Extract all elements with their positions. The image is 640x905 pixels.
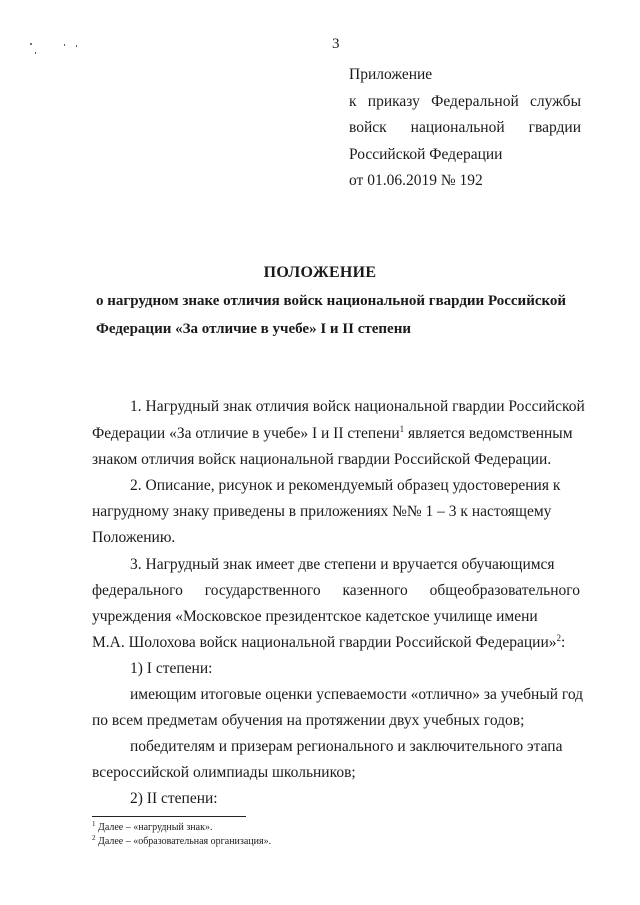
word: национальной [410,119,505,136]
word: к [349,92,357,110]
list-item-1-b: победителям и призерам регионального и заключительного этапа [130,738,563,755]
list-item-1-a: по всем предметам обучения на протяжении двух учебных годов; [92,712,525,729]
word: войск [349,119,387,136]
paragraph-2-line: Положению. [92,529,176,546]
word: казенного [342,582,408,599]
paragraph-1-line [92,425,573,443]
paragraph-3-line-justified [92,582,580,600]
footnote-text: Далее – «нагрудный знак». [95,822,213,833]
document-title: ПОЛОЖЕНИЕ [263,264,377,281]
word: службы [530,92,581,110]
appendix-block [349,62,581,195]
footnote-ref: 2 [556,633,562,643]
word: приказу [367,92,420,110]
word: гвардии [528,119,581,136]
scan-speck [76,45,77,47]
scan-speck [35,52,36,54]
footnote-text: Далее – «образовательная организация». [95,836,272,847]
text: Федерации «За отличие в учебе» I и II степени [92,425,400,442]
scan-speck [64,44,65,46]
paragraph-3-line [92,634,565,652]
subtitle-line: Федерации «За отличие в учебе» I и II степени [96,321,411,337]
appendix-line: Приложение [349,66,433,83]
footnote-mark: 2 [92,834,96,842]
list-item-2: 2) II степени: [130,790,218,807]
page-number: 3 [332,36,340,52]
footnote-divider [92,816,246,817]
scan-speck [30,43,32,45]
word: Федеральной [431,92,519,110]
paragraph-2-line: нагрудному знаку приведены в приложениях №№ 1 – 3 к настоящему [92,503,552,520]
footnote-1 [92,822,212,833]
subtitle-line: о нагрудном знаке отличия войск национальной гвардии Российской [96,293,567,309]
list-item-1: 1) I степени: [130,660,213,677]
footnote-mark: 1 [92,820,96,828]
text: : [561,634,566,651]
paragraph-1-line: 1. Нагрудный знак отличия войск национальной гвардии Российской [130,398,585,415]
word: федерального [92,582,183,599]
word: государственного [204,582,321,599]
paragraph-3-line: учреждения «Московское президентское кадетское училище имени [92,608,538,625]
appendix-line-justified [349,115,581,142]
paragraph-3-line: 3. Нагрудный знак имеет две степени и вручается обучающимся [130,556,555,573]
footnote-2 [92,836,271,847]
paragraph-1-line: знаком отличия войск национальной гвардии Российской Федерации. [92,451,552,468]
text: является ведомственным [404,425,573,442]
appendix-line: от 01.06.2019 № 192 [349,172,483,189]
list-item-1-a: имеющим итоговые оценки успеваемости «отлично» за учебный год [130,686,584,703]
appendix-line: Российской Федерации [349,145,503,163]
text: М.А. Шолохова войск национальной гвардии Российской Федерации» [92,634,557,651]
appendix-line-justified [349,89,581,116]
footnote-ref: 1 [399,424,405,434]
paragraph-2-line: 2. Описание, рисунок и рекомендуемый образец удостоверения к [130,477,561,494]
word: общеобразовательного [429,582,580,599]
list-item-1-b: всероссийской олимпиады школьников; [92,764,356,781]
